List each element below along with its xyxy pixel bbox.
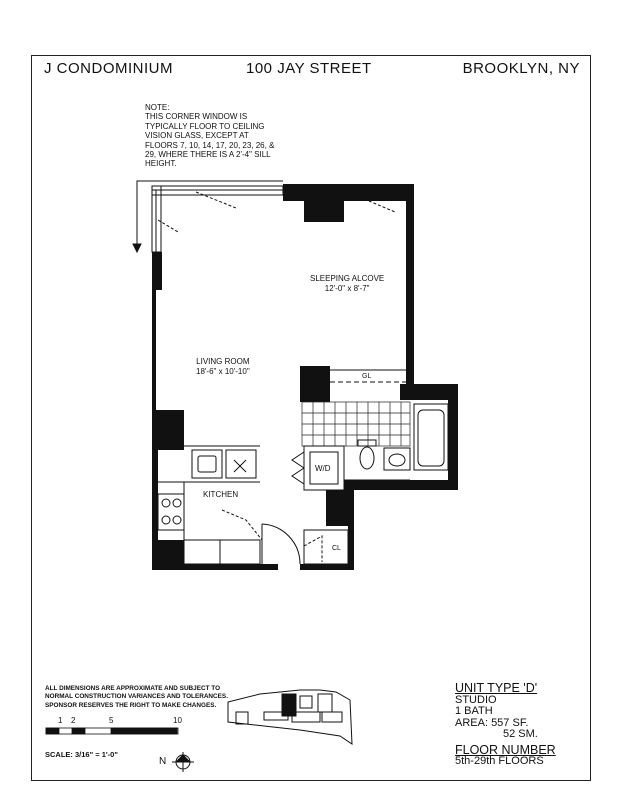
- washer-dryer-label: W/D: [315, 464, 331, 473]
- north-arrow-icon: [172, 752, 194, 772]
- note-line: HEIGHT.: [145, 159, 177, 169]
- note-line: THIS CORNER WINDOW IS: [145, 112, 248, 122]
- building-city: BROOKLYN, NY: [462, 60, 580, 77]
- kitchen-label: KITCHEN: [203, 490, 239, 499]
- room-name: SLEEPING ALCOVE: [310, 274, 385, 283]
- room-name: LIVING ROOM: [196, 357, 250, 366]
- floor-range: 5th-29th FLOORS: [455, 755, 544, 767]
- corner-window: [152, 186, 283, 252]
- building-address: 100 JAY STREET: [246, 60, 372, 77]
- note-line: 29, WHERE THERE IS A 2'-4" SILL: [145, 150, 271, 160]
- scale-mark: 2: [71, 716, 76, 725]
- living-room-label: [196, 357, 250, 377]
- scale-mark: 1: [58, 716, 63, 725]
- scale-bar: [46, 728, 178, 734]
- key-plan: [228, 690, 352, 744]
- closet-label: CL: [332, 545, 341, 552]
- disclaimer-text: ALL DIMENSIONS ARE APPROXIMATE AND SUBJECT TO NORMAL CONSTRUCTION VARIANCES AND TOLERANCES. SPONSOR RESERVES THE RIGHT TO MAKE CHANGES.: [45, 685, 228, 709]
- unit-area-sm: 52 SM.: [503, 728, 538, 740]
- note-line: VISION GLASS, EXCEPT AT: [145, 131, 249, 141]
- unit-baths: 1 BATH: [455, 705, 493, 717]
- room-dimensions: 12'-0" x 8'-7": [324, 284, 370, 293]
- unit-info: [455, 683, 585, 768]
- unit-type: UNIT TYPE 'D': [455, 681, 538, 695]
- bathtub: [414, 404, 448, 470]
- room-dimensions: 18'-6" x 10'-10": [196, 367, 250, 376]
- note-line: NOTE:: [145, 103, 170, 112]
- north-label: N: [159, 756, 167, 767]
- note-line: TYPICALLY FLOOR TO CEILING: [145, 121, 265, 131]
- scale-label: SCALE: 3/16" = 1'-0": [45, 750, 118, 759]
- glass-label: GL: [362, 373, 372, 380]
- note-line: FLOORS 7, 10, 14, 17, 20, 23, 26, &: [145, 140, 275, 150]
- building-name: J CONDOMINIUM: [44, 60, 173, 77]
- walls: [152, 184, 458, 570]
- sleeping-alcove-label: [310, 274, 384, 294]
- floor-number-label: FLOOR NUMBER: [455, 742, 556, 757]
- scale-mark: 5: [109, 716, 114, 725]
- unit-area-sf: AREA: 557 SF.: [455, 716, 529, 729]
- unit-kind: STUDIO: [455, 693, 497, 706]
- bathroom-tile: [302, 402, 410, 446]
- scale-mark: 10: [173, 716, 182, 725]
